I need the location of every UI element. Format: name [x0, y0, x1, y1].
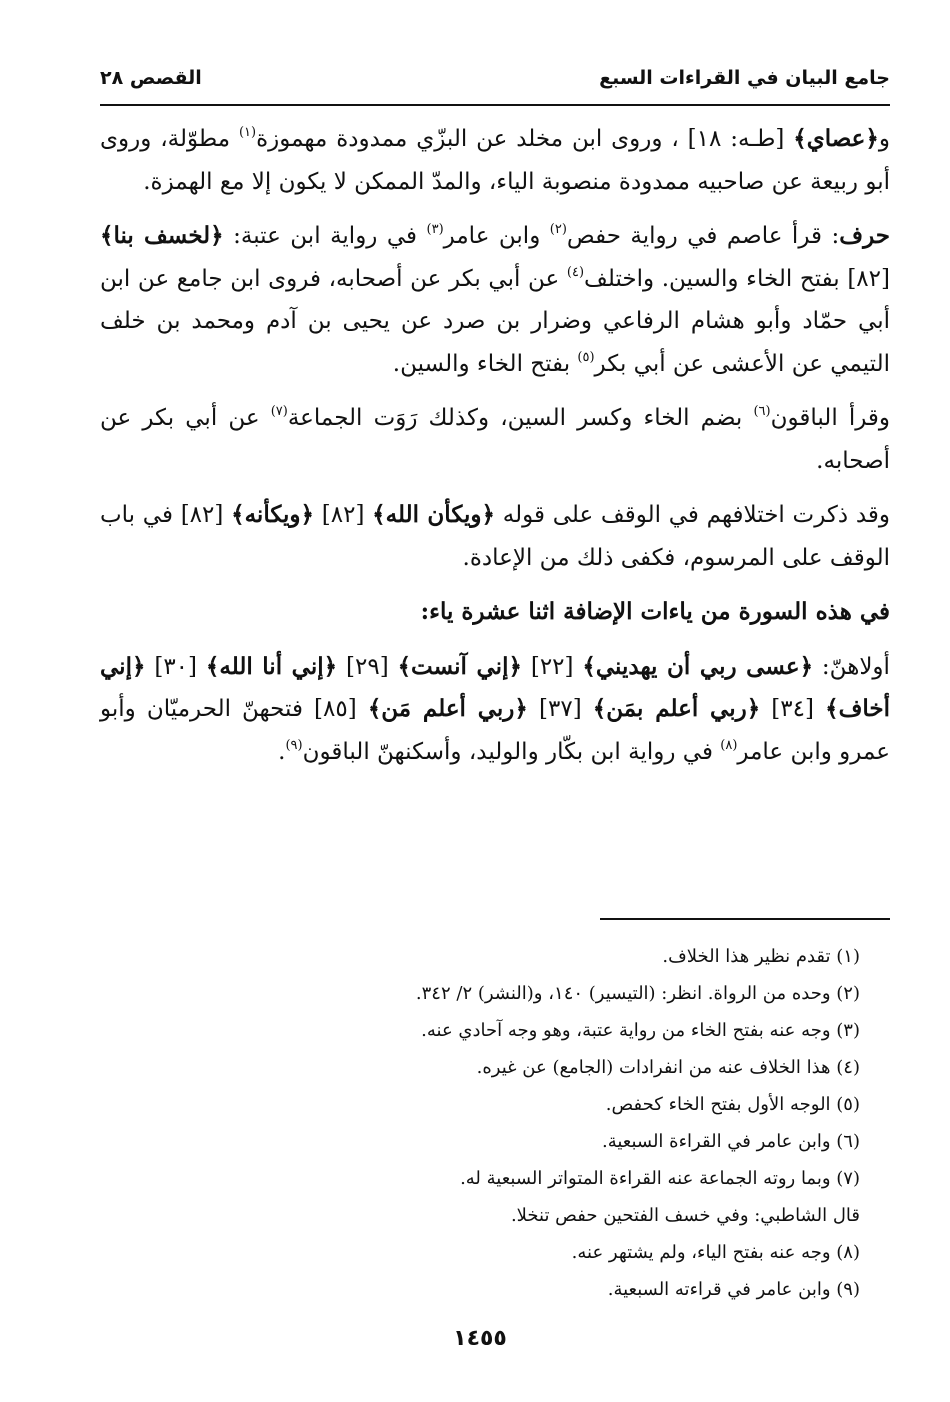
footnote-ref: (٢) — [549, 222, 567, 237]
quran-word: ﴿إني أخاف﴾ — [100, 652, 891, 722]
quran-word: ﴿عصاي﴾ — [793, 125, 879, 152]
quran-word: ﴿ويكأنه﴾ — [231, 501, 315, 528]
page-number: ١٤٥٥ — [453, 1326, 507, 1351]
paragraph-4: وقد ذكرت اختلافهم في الوقف على قوله ﴿ويكأن الله﴾ [٨٢] ﴿ويكأنه﴾ [٨٢] في باب الوقف على المرسوم، فكفى ذلك من الإعادة. — [100, 501, 890, 571]
quran-word: ﴿لخسف بنا﴾ — [100, 222, 224, 249]
footnote: (٧) وبما روته الجماعة عنه القراءة المتواتر السبعية له. — [460, 1168, 860, 1189]
quran-word: ﴿ربي أعلم مَن﴾ — [367, 695, 528, 722]
main-text — [100, 118, 890, 785]
paragraph-2: حرف: قرأ عاصم في رواية حفص$^{(٢)}$ وابن عامر$^{(٣)}$ في رواية ابن عتبة: ﴿لخسف بنا﴾ [٨٢] بفتح الخاء والسين. واختلف$^{(٤)}$ عن أبي بكر عن أصحابه، فروى ابن جامع عن ابن أبي حمّاد وأبو هشام الرفاعي وضرار بن صرد عن يحيى بن آدم ومحمد بن خلف التيمي عن الأعشى عن أبي بكر$^{(٥)}$ بفتح الخاء والسين. — [100, 222, 890, 377]
footnote: (٩) وابن عامر في قراءته السبعية. — [607, 1279, 860, 1300]
footnote-ref: (٥) — [577, 349, 595, 365]
quran-word: ﴿ربي أعلم بمَن﴾ — [592, 695, 761, 722]
footnote: (٢) وحده من الرواة. انظر: (التيسير) ١٤٠، و(النشر) ٢/ ٣٤٢. — [415, 983, 860, 1004]
footnote-ref: (١) — [238, 125, 257, 140]
footnote-divider — [600, 918, 890, 920]
footnote-ref: (٣) — [426, 222, 444, 237]
footnote-ref: (٧) — [270, 404, 288, 419]
footnotes — [100, 938, 860, 1308]
section-label: حرف — [839, 222, 890, 249]
footnote-ref: (٦) — [753, 404, 771, 419]
surah-page-label: القصص ٢٨ — [100, 67, 202, 89]
section-heading: في هذه السورة من ياءات الإضافة اثنا عشرة ياء: — [420, 598, 890, 625]
footnote-ref: (٨) — [720, 737, 738, 753]
paragraph-3: وقرأ الباقون$^{(٦)}$ بضم الخاء وكسر السين، وكذلك رَوَت الجماعة$^{(٧)}$ عن أبي بكر عن أصحابه. — [100, 404, 891, 474]
book-title: جامع البيان في القراءات السبع — [599, 67, 890, 89]
footnote-ref: (٩) — [285, 737, 303, 753]
footnote: (١) تقدم نظير هذا الخلاف. — [662, 946, 860, 967]
quran-word: ﴿إني أنا الله﴾ — [205, 652, 338, 680]
footnote: قال الشاطبي: وفي خسف الفتحين حفص تنخلا. — [510, 1205, 860, 1226]
footnote: (٦) وابن عامر في القراءة السبعية. — [601, 1131, 860, 1152]
footnote-ref: (٤) — [566, 264, 585, 280]
footnote: (٣) وجه عنه بفتح الخاء من رواية عتبة، وهو وجه آحادي عنه. — [421, 1020, 860, 1041]
footnote: (٨) وجه عنه بفتح الياء، ولم يشتهر عنه. — [571, 1242, 860, 1263]
footnote: (٥) الوجه الأول بفتح الخاء كحفص. — [605, 1094, 860, 1115]
quran-word: ﴿إني آنست﴾ — [397, 652, 522, 680]
quran-word: ﴿عسى ربي أن يهديني﴾ — [582, 652, 814, 680]
header-divider — [100, 104, 890, 106]
quran-word: ﴿ويكأن الله﴾ — [372, 501, 496, 528]
paragraph-1: و﴿عصاي﴾ [طـه: ١٨] ، وروى ابن مخلد عن البزّي ممدودة مهموزة$^{(١)}$ مطوّلة، وروى أبو ربيعة عن صاحبيه ممدودة منصوبة الياء، والمدّ الممكن لا يكون إلا مع الهمزة. — [100, 125, 890, 195]
paragraph-5: أولاهنّ: ﴿عسى ربي أن يهديني﴾ [٢٢] ﴿إني آنست﴾ [٢٩] ﴿إني أنا الله﴾ [٣٠] ﴿إني أخاف﴾ [٣٤] ﴿ربي أعلم بمَن﴾ [٣٧] ﴿ربي أعلم مَن﴾ [٨٥] فتحهنّ الحرميّان وأبو عمرو وابن عامر$^{(٨)}$ في رواية ابن بكّار والوليد، وأسكنهنّ الباقون$^{(٩)}$. — [100, 652, 891, 765]
running-header — [100, 60, 890, 96]
footnote: (٤) هذا الخلاف عنه من انفرادات (الجامع) عن غيره. — [476, 1057, 860, 1078]
